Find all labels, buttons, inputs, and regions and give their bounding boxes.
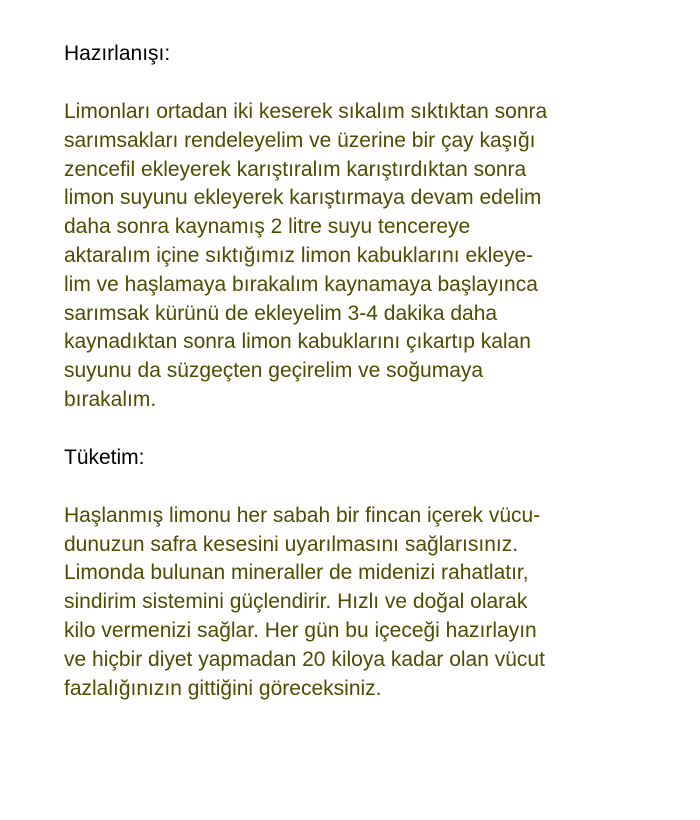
preparation-line: limon suyunu ekleyerek karıştırmaya devam edelim <box>64 186 542 210</box>
preparation-line: sarımsakları rendeleyelim ve üzerine bir çay kaşığı <box>64 128 536 152</box>
preparation-heading: Hazırlanışı: <box>64 42 171 65</box>
consumption-line: Limonda bulunan mineraller de midenizi rahatlatır, <box>64 561 529 585</box>
spacer <box>64 473 664 502</box>
preparation-line: lim ve haşlamaya bırakalım kaynamaya başlayınca <box>64 272 538 296</box>
recipe-document <box>64 40 664 703</box>
preparation-line: sarımsak kürünü de ekleyelim 3-4 dakika daha <box>64 301 498 325</box>
consumption-line: sindirim sistemini güçlendirir. Hızlı ve doğal olarak <box>64 590 528 614</box>
preparation-line: zencefil ekleyerek karıştıralım karıştırdıktan sonra <box>64 157 527 181</box>
spacer <box>64 415 664 444</box>
spacer <box>64 69 664 98</box>
preparation-text <box>64 98 664 415</box>
consumption-heading: Tüketim: <box>64 445 145 469</box>
preparation-line: bırakalım. <box>64 387 157 411</box>
preparation-line: aktaralım içine sıktığımız limon kabuklarını ekleye- <box>64 243 534 267</box>
consumption-line: ve hiçbir diyet yapmadan 20 kiloya kadar olan vücut <box>64 647 545 671</box>
consumption-text <box>64 502 664 704</box>
consumption-line: Haşlanmış limonu her sabah bir fincan içerek vücu- <box>64 503 541 527</box>
consumption-line: fazlalığınızın gittiğini göreceksiniz. <box>64 676 382 700</box>
consumption-line: kilo vermenizi sağlar. Her gün bu içeceği hazırlayın <box>64 618 537 642</box>
consumption-line: dunuzun safra kesesini uyarılmasını sağlarısınız. <box>64 532 519 556</box>
preparation-line: suyunu da süzgeçten geçirelim ve soğumaya <box>64 359 484 383</box>
preparation-line: daha sonra kaynamış 2 litre suyu tencereye <box>64 215 471 239</box>
preparation-line: Limonları ortadan iki keserek sıkalım sıktıktan sonra <box>64 100 548 123</box>
preparation-line: kaynadıktan sonra limon kabuklarını çıkartıp kalan <box>64 330 531 354</box>
